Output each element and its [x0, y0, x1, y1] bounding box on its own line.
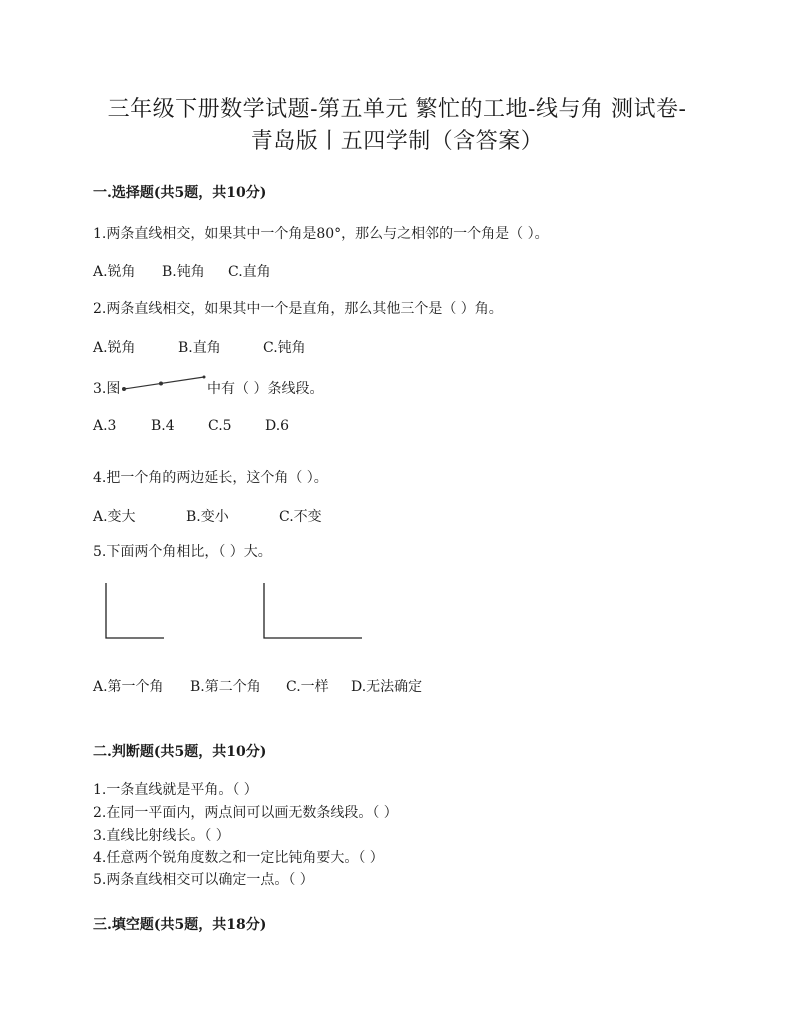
judgement-item-3: 3.直线比射线长。（ ）	[93, 828, 230, 844]
question-3-option-d: D.6	[265, 418, 290, 434]
judgement-item-5: 5.两条直线相交可以确定一点。（ ）	[93, 872, 314, 888]
question-4-option-a: A.变大	[93, 509, 136, 525]
segment-figure	[120, 372, 210, 396]
angles-figure	[100, 578, 370, 644]
question-2-option-c: C.钝角	[263, 340, 306, 356]
question-4-option-c: C.不变	[279, 509, 322, 525]
judgement-item-1: 1.一条直线就是平角。（ ）	[93, 782, 258, 798]
question-3-option-b: B.4	[151, 418, 175, 434]
judgement-item-2: 2.在同一平面内，两点间可以画无数条线段。（ ）	[93, 805, 398, 821]
question-1-text: 1.两条直线相交，如果其中一个角是80°，那么与之相邻的一个角是（ ）。	[93, 226, 549, 242]
question-2-option-b: B.直角	[178, 340, 221, 356]
question-3-suffix: 中有（ ）条线段。	[207, 381, 324, 397]
question-5-option-c: C.一样	[286, 679, 329, 695]
question-5-text: 5.下面两个角相比，（ ）大。	[93, 544, 272, 560]
section-heading-choice: 一.选择题(共5题，共10分)	[93, 185, 267, 201]
question-5-option-d: D.无法确定	[351, 679, 423, 695]
segment-point-2	[159, 382, 163, 386]
question-2-text: 2.两条直线相交，如果其中一个是直角，那么其他三个是（ ）角。	[93, 301, 503, 317]
question-3-option-c: C.5	[208, 418, 232, 434]
second-angle	[264, 583, 362, 638]
question-5-option-a: A.第一个角	[93, 679, 164, 695]
first-angle	[106, 583, 164, 638]
segment-line	[124, 377, 204, 389]
question-4-option-b: B.变小	[186, 509, 229, 525]
question-1-option-b: B.钝角	[162, 264, 205, 280]
question-2-option-a: A.锐角	[93, 340, 136, 356]
page-title-line-2: 青岛版丨五四学制（含答案）	[250, 129, 544, 154]
segment-point-3	[203, 376, 206, 379]
segment-point-1	[122, 387, 126, 391]
question-4-text: 4.把一个角的两边延长，这个角（ ）。	[93, 470, 328, 486]
question-3-option-a: A.3	[93, 418, 117, 434]
section-heading-fill-blank: 三.填空题(共5题，共18分)	[93, 917, 267, 933]
page-title-line-1: 三年级下册数学试题-第五单元 繁忙的工地-线与角 测试卷-	[107, 97, 687, 122]
question-1-option-a: A.锐角	[93, 264, 136, 280]
question-5-option-b: B.第二个角	[190, 679, 261, 695]
section-heading-judgement: 二.判断题(共5题，共10分)	[93, 744, 267, 760]
question-3-prefix: 3.图	[93, 381, 121, 397]
judgement-item-4: 4.任意两个锐角度数之和一定比钝角要大。（ ）	[93, 850, 384, 866]
question-1-option-c: C.直角	[228, 264, 271, 280]
